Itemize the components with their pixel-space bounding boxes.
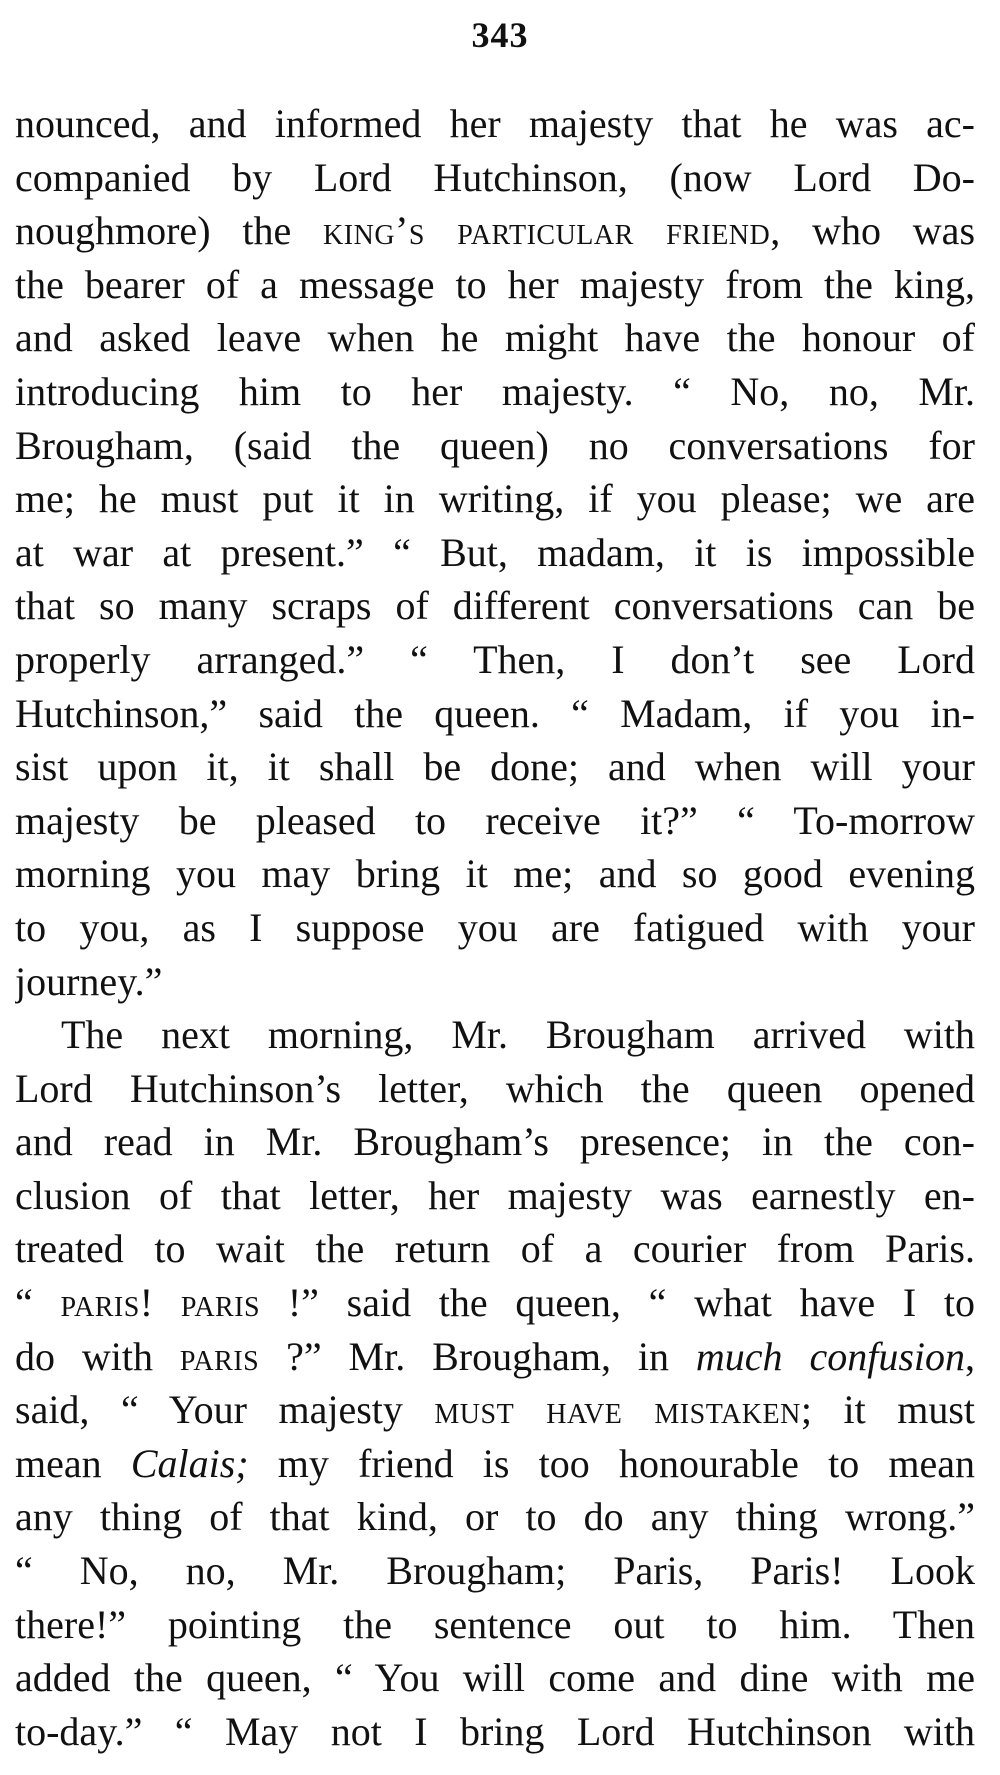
text-run: , who was bbox=[770, 208, 975, 254]
text-line bbox=[15, 1330, 975, 1384]
text-line bbox=[15, 1276, 975, 1330]
text-run: noughmore) the bbox=[15, 208, 324, 254]
text-run: ! bbox=[139, 1280, 181, 1326]
text-line: “ No, no, Mr. Brougham; Paris, Paris! Look bbox=[15, 1548, 975, 1594]
text-run: !” said the queen, “ what have I to bbox=[260, 1280, 975, 1326]
text-run: , bbox=[965, 1333, 975, 1379]
small-caps-run: king’s particular friend bbox=[323, 208, 771, 254]
text-run: said, “ Your majesty bbox=[15, 1387, 435, 1433]
text-run: “ bbox=[15, 1280, 61, 1326]
text-run: ?” Mr. Brougham, in bbox=[259, 1333, 696, 1379]
text-line: companied by Lord Hutchinson, (now Lord Do- bbox=[15, 154, 975, 200]
text-line: that so many scraps of different conversations can be bbox=[15, 583, 975, 629]
text-line bbox=[15, 1437, 975, 1491]
text-line: morning you may bring it me; and so good evening bbox=[15, 851, 975, 897]
text-run: my friend is too honourable to mean bbox=[248, 1440, 975, 1486]
text-line: Lord Hutchinson’s letter, which the queen opened bbox=[15, 1065, 975, 1111]
text-line: added the queen, “ You will come and dine with me bbox=[15, 1655, 975, 1701]
text-line: properly arranged.” “ Then, I don’t see Lord bbox=[15, 636, 975, 682]
body-text bbox=[15, 97, 975, 1758]
text-line: Hutchinson,” said the queen. “ Madam, if you in- bbox=[15, 690, 975, 736]
text-line: The next morning, Mr. Brougham arrived with bbox=[61, 1012, 975, 1058]
text-line bbox=[15, 204, 975, 258]
text-line: clusion of that letter, her majesty was earnestly en- bbox=[15, 1172, 975, 1218]
text-run: mean bbox=[15, 1440, 131, 1486]
text-line: sist upon it, it shall be done; and when will your bbox=[15, 744, 975, 790]
text-line: journey.” bbox=[15, 958, 163, 1004]
text-line: any thing of that kind, or to do any thing wrong.” bbox=[15, 1494, 975, 1540]
text-line: majesty be pleased to receive it?” “ To-morrow bbox=[15, 797, 975, 843]
text-line: treated to wait the return of a courier from Paris. bbox=[15, 1226, 975, 1272]
text-line: and asked leave when he might have the honour of bbox=[15, 315, 975, 361]
small-caps-run: paris bbox=[179, 1333, 260, 1379]
text-line: there!” pointing the sentence out to him. Then bbox=[15, 1601, 975, 1647]
small-caps-run: must have mistaken bbox=[434, 1387, 801, 1433]
text-line: me; he must put it in writing, if you please; we are bbox=[15, 476, 975, 522]
page-number: 343 bbox=[471, 15, 529, 55]
text-line: the bearer of a message to her majesty from the king, bbox=[15, 261, 975, 307]
text-line: to you, as I suppose you are fatigued with your bbox=[15, 904, 975, 950]
small-caps-run: paris bbox=[180, 1280, 261, 1326]
text-line: Brougham, (said the queen) no conversations for bbox=[15, 422, 975, 468]
italic-run: Calais; bbox=[130, 1440, 249, 1486]
text-run: ; it must bbox=[800, 1387, 975, 1433]
text-run: do with bbox=[15, 1333, 180, 1379]
text-line: at war at present.” “ But, madam, it is impossible bbox=[15, 529, 975, 575]
text-line: nounced, and informed her majesty that he was ac- bbox=[15, 101, 975, 146]
small-caps-run: paris bbox=[60, 1280, 140, 1326]
text-line bbox=[15, 1383, 975, 1437]
text-line: introducing him to her majesty. “ No, no, Mr. bbox=[15, 368, 975, 414]
text-line: to-day.” “ May not I bring Lord Hutchinson with bbox=[15, 1708, 975, 1754]
italic-run: much confusion bbox=[695, 1333, 965, 1379]
text-line: and read in Mr. Brougham’s presence; in the con- bbox=[15, 1119, 975, 1165]
